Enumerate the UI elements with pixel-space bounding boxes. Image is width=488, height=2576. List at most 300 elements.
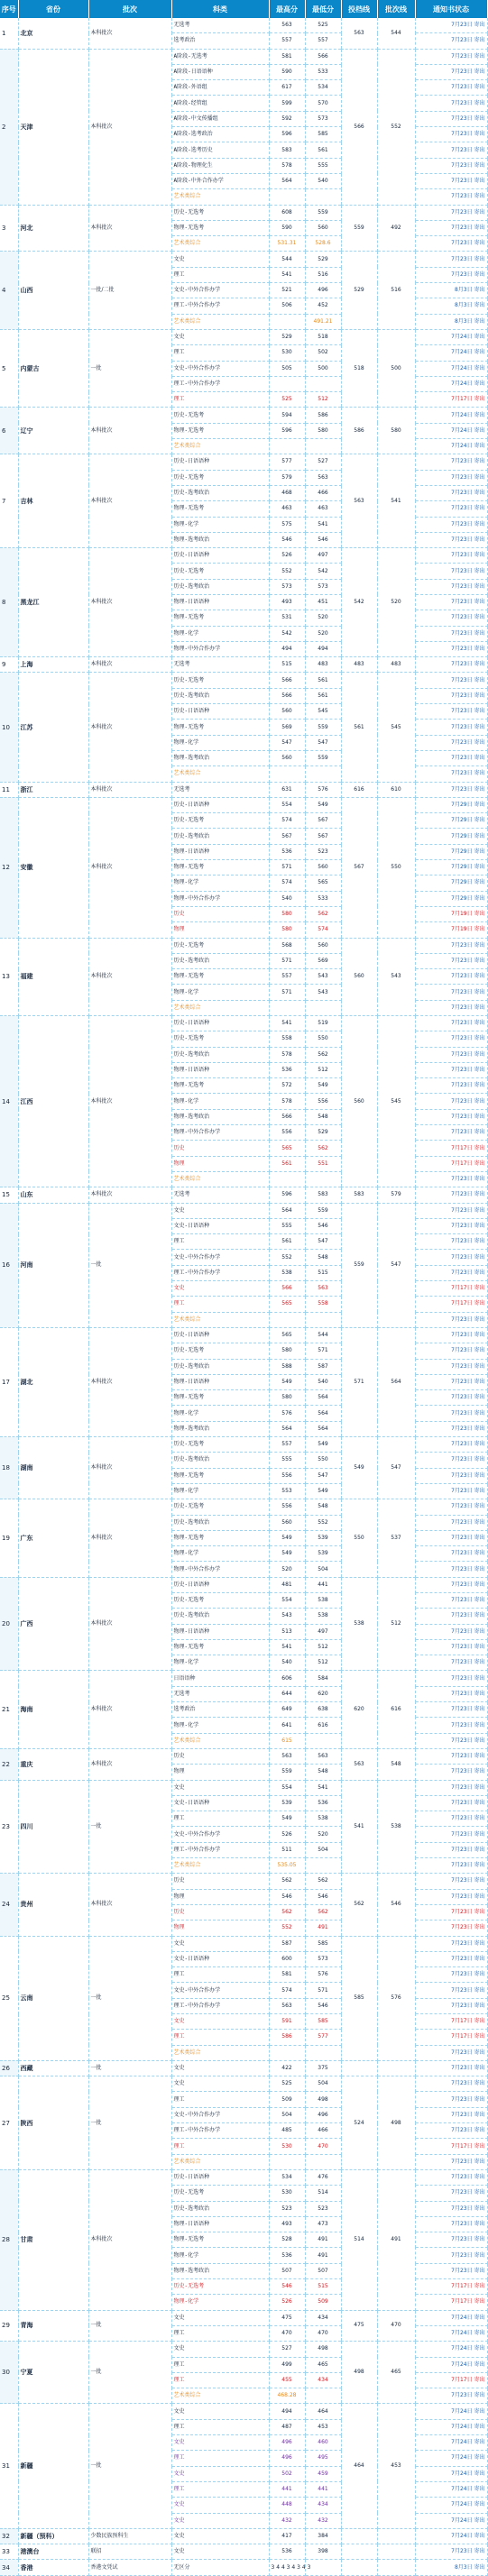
notice-date-cell: 7月23日 寄出	[415, 1031, 487, 1047]
subject-cell: A阶段-无选考	[171, 49, 269, 64]
max-score-cell: 566	[269, 673, 305, 688]
notice-date-cell: 7月23日 寄出	[415, 1577, 487, 1592]
subject-cell: 物理-无选考	[171, 720, 269, 735]
cutoff-line-cell: 563	[341, 18, 377, 49]
notice-date-cell: 7月23日 寄出	[415, 1967, 487, 1983]
min-score-cell: 384	[305, 2528, 341, 2544]
table-row	[0, 1499, 487, 1515]
max-score-cell: 499	[269, 2357, 305, 2372]
row-seq: 9	[0, 657, 18, 673]
cutoff-line-cell: 567	[341, 797, 377, 938]
subject-cell: 历史	[171, 1874, 269, 1889]
table-row	[0, 1327, 487, 1343]
max-score-cell: 596	[269, 127, 305, 142]
max-score-cell: 493	[269, 594, 305, 610]
subject-cell: 物理-化学	[171, 2248, 269, 2263]
notice-date-cell: 7月24日 寄出	[415, 2404, 487, 2419]
notice-date-cell: 7月23日 寄出	[415, 1483, 487, 1499]
notice-date-cell: 7月23日 寄出	[415, 1827, 487, 1842]
subject-cell: 历史-选考政治	[171, 2201, 269, 2216]
notice-date-cell: 7月23日 寄出	[415, 485, 487, 500]
min-score-cell: 529	[305, 252, 341, 267]
max-score-cell: 515	[269, 657, 305, 673]
province-cell: 广西	[18, 1577, 88, 1671]
table-row	[0, 1874, 487, 1889]
row-seq: 28	[0, 2169, 18, 2310]
max-score-cell: 561	[269, 1156, 305, 1171]
cutoff-line-cell	[341, 2060, 377, 2076]
subject-cell: 文史-中外合作办学	[171, 1827, 269, 1842]
min-score-cell: 466	[305, 485, 341, 500]
subject-cell: 物理	[171, 1765, 269, 1780]
min-score-cell: 585	[305, 1936, 341, 1951]
max-score-cell	[269, 1312, 305, 1327]
subject-cell: 选考政治	[171, 33, 269, 49]
notice-date-cell: 7月23日 寄出	[415, 969, 487, 985]
subject-cell: 物理-无选考	[171, 1390, 269, 1406]
min-score-cell: 561	[305, 688, 341, 703]
subject-cell: 物理-化学	[171, 1406, 269, 1421]
max-score-cell: 571	[269, 953, 305, 968]
province-cell: 山东	[18, 1187, 88, 1203]
province-cell: 北京	[18, 18, 88, 49]
notice-date-cell: 7月23日 寄出	[415, 2216, 487, 2232]
subject-cell: 文史	[171, 2342, 269, 2357]
province-cell: 青海	[18, 2310, 88, 2342]
min-score-cell: 587	[305, 1359, 341, 1374]
notice-date-cell: 7月23日 寄出	[415, 111, 487, 126]
max-score-cell	[269, 1000, 305, 1015]
table-row	[0, 673, 487, 688]
batch-line-cell: 520	[377, 548, 415, 657]
max-score-cell: 563	[269, 18, 305, 33]
subject-cell: 历史	[171, 1748, 269, 1764]
notice-date-cell: 7月23日 寄出	[415, 1515, 487, 1530]
notice-date-cell: 7月23日 寄出	[415, 1562, 487, 1577]
notice-date-cell: 7月23日 寄出	[415, 2169, 487, 2185]
table-row	[0, 2169, 487, 2185]
max-score-cell: 549	[269, 1374, 305, 1389]
max-score-cell	[269, 439, 305, 454]
max-score-cell: 586	[269, 2030, 305, 2045]
min-score-cell: 465	[305, 2357, 341, 2372]
province-cell: 香港	[18, 2560, 88, 2575]
max-score-cell: 581	[269, 1967, 305, 1983]
min-score-cell: 543	[305, 969, 341, 985]
max-score-cell: 565	[269, 1141, 305, 1156]
notice-date-cell: 7月23日 寄出	[415, 64, 487, 79]
batch-line-cell: 516	[377, 252, 415, 329]
cutoff-line-cell: 550	[341, 1499, 377, 1577]
notice-date-cell: 7月23日 寄出	[415, 579, 487, 594]
notice-date-cell: 7月23日 寄出	[415, 1125, 487, 1141]
subject-cell: 物理-化学	[171, 2295, 269, 2310]
max-score-cell: 568	[269, 938, 305, 953]
max-score-cell: 578	[269, 158, 305, 173]
max-score-cell: 487	[269, 2419, 305, 2434]
cutoff-line-cell	[341, 2528, 377, 2544]
min-score-cell: 563	[305, 1281, 341, 1297]
min-score-cell: 574	[305, 922, 341, 938]
notice-date-cell: 7月17日 寄出	[415, 1281, 487, 1297]
min-score-cell: 546	[305, 1218, 341, 1233]
batch-line-cell: 576	[377, 1936, 415, 2060]
table-row	[0, 1187, 487, 1203]
subject-cell: 无选考	[171, 1686, 269, 1701]
max-score-cell: 509	[269, 2092, 305, 2107]
notice-date-cell: 7月23日 寄出	[415, 594, 487, 610]
max-score-cell: 560	[269, 1515, 305, 1530]
min-score-cell: 495	[305, 2451, 341, 2466]
notice-date-cell: 7月23日 寄出	[415, 1000, 487, 1015]
max-score-cell: 496	[269, 2451, 305, 2466]
min-score-cell	[305, 2560, 341, 2575]
notice-date-cell: 7月23日 寄出	[415, 1842, 487, 1857]
notice-date-cell: 7月23日 寄出	[415, 750, 487, 765]
province-cell: 吉林	[18, 454, 88, 548]
min-score-cell: 547	[305, 1468, 341, 1483]
max-score-cell: 511	[269, 1842, 305, 1857]
row-seq: 20	[0, 1577, 18, 1671]
min-score-cell: 571	[305, 1343, 341, 1359]
max-score-cell: 554	[269, 1780, 305, 1795]
max-score-cell: 496	[269, 2435, 305, 2451]
min-score-cell: 491	[305, 2248, 341, 2263]
max-score-cell: 526	[269, 548, 305, 564]
max-score-cell: 556	[269, 1499, 305, 1515]
min-score-cell: 583	[305, 1187, 341, 1203]
min-score-cell: 441	[305, 1577, 341, 1592]
cutoff-line-cell: 498	[341, 2342, 377, 2404]
cutoff-line-cell: 586	[341, 408, 377, 454]
notice-date-cell: 7月23日 寄出	[415, 158, 487, 173]
min-score-cell: 616	[305, 1718, 341, 1733]
min-score-cell: 541	[305, 517, 341, 532]
col-province: 省份	[18, 0, 88, 18]
subject-cell: 文史-日语语种	[171, 1218, 269, 1233]
max-score-cell: 531	[269, 610, 305, 626]
batch-cell: 本科批次	[88, 18, 171, 49]
notice-date-cell: 7月23日 寄出	[415, 2092, 487, 2107]
notice-date-cell: 7月24日 寄出	[415, 2357, 487, 2372]
notice-date-cell: 8月3日 寄出	[415, 314, 487, 329]
max-score-cell: 547	[269, 735, 305, 750]
subject-cell: 历史-选考政治	[171, 1359, 269, 1374]
subject-cell: 艺术类综合	[171, 1312, 269, 1327]
max-score-cell: 571	[269, 985, 305, 1000]
max-score-cell: 631	[269, 782, 305, 797]
max-score-cell: 571	[269, 860, 305, 875]
notice-date-cell: 7月23日 寄出	[415, 454, 487, 470]
max-score-cell: 529	[269, 329, 305, 344]
subject-cell: 历史-选考政治	[171, 953, 269, 968]
subject-cell: 历史-无选考	[171, 564, 269, 579]
batch-line-cell: 453	[377, 2404, 415, 2528]
row-seq: 30	[0, 2342, 18, 2404]
max-score-cell: 578	[269, 1094, 305, 1109]
batch-line-cell	[377, 2544, 415, 2560]
province-cell: 上海	[18, 657, 88, 673]
subject-cell: 文史-中外合作办学	[171, 2107, 269, 2122]
max-score-cell: 567	[269, 829, 305, 844]
min-score-cell: 638	[305, 1702, 341, 1718]
batch-line-cell: 545	[377, 1016, 415, 1187]
notice-date-cell: 7月23日 寄出	[415, 2201, 487, 2216]
table-row	[0, 782, 487, 797]
batch-cell: 一批	[88, 2310, 171, 2342]
col-line-low: 批次线	[377, 0, 415, 18]
subject-cell: 物理-无选考	[171, 423, 269, 438]
subject-cell: 历史-选考政治	[171, 579, 269, 594]
max-score-cell: 562	[269, 1904, 305, 1920]
subject-cell: 历史-选考政治	[171, 1047, 269, 1062]
notice-date-cell: 7月29日 寄出	[415, 875, 487, 891]
table-row	[0, 205, 487, 220]
batch-line-cell	[377, 2060, 415, 2076]
province-cell: 湖北	[18, 1327, 88, 1436]
max-score-cell: 530	[269, 2186, 305, 2201]
max-score-cell: 580	[269, 922, 305, 938]
batch-cell: 一批	[88, 1936, 171, 2060]
subject-cell: 文史	[171, 2498, 269, 2513]
min-score-cell: 585	[305, 2014, 341, 2030]
notice-date-cell: 7月23日 寄出	[415, 985, 487, 1000]
notice-date-cell: 7月23日 寄出	[415, 173, 487, 188]
cutoff-line-cell: 566	[341, 49, 377, 205]
notice-date-cell: 7月23日 寄出	[415, 1780, 487, 1795]
batch-line-cell: 537	[377, 1499, 415, 1577]
min-score-cell: 536	[305, 1795, 341, 1811]
subject-cell: 物理-化学	[171, 875, 269, 891]
notice-date-cell: 7月23日 寄出	[415, 96, 487, 111]
min-score-cell: 564	[305, 1421, 341, 1436]
subject-cell: 历史-选考政治	[171, 1453, 269, 1468]
notice-date-cell: 7月24日 寄出	[415, 345, 487, 361]
subject-cell: 文史-中外合作办学	[171, 1983, 269, 1998]
subject-cell: 理工	[171, 1967, 269, 1983]
min-score-cell: 564	[305, 1406, 341, 1421]
table-row	[0, 1780, 487, 1795]
min-score-cell: 496	[305, 2107, 341, 2122]
min-score-cell: 540	[305, 1374, 341, 1389]
notice-date-cell: 7月23日 寄出	[415, 1203, 487, 1218]
min-score-cell: 545	[305, 704, 341, 720]
notice-date-cell: 7月23日 寄出	[415, 1795, 487, 1811]
min-score-cell: 573	[305, 1951, 341, 1966]
province-cell: 新疆	[18, 2404, 88, 2528]
min-score-cell	[305, 376, 341, 391]
max-score-cell: 563	[269, 1998, 305, 2013]
min-score-cell: 452	[305, 298, 341, 314]
min-score-cell: 538	[305, 1592, 341, 1608]
min-score-cell: 577	[305, 2030, 341, 2045]
max-score-cell: 507	[269, 2263, 305, 2278]
min-score-cell: 504	[305, 2076, 341, 2092]
batch-line-cell: 564	[377, 1327, 415, 1436]
notice-date-cell: 7月23日 寄出	[415, 2263, 487, 2278]
province-cell: 重庆	[18, 1748, 88, 1780]
notice-date-cell: 7月23日 寄出	[415, 938, 487, 953]
subject-cell: 历史-日语语种	[171, 1577, 269, 1592]
min-score-cell: 548	[305, 1250, 341, 1265]
table-row	[0, 2342, 487, 2357]
cutoff-line-cell: 475	[341, 2310, 377, 2342]
notice-date-cell: 7月23日 寄出	[415, 2186, 487, 2201]
notice-date-cell: 7月23日 寄出	[415, 1609, 487, 1624]
notice-date-cell: 7月24日 寄出	[415, 2435, 487, 2451]
notice-date-cell: 7月23日 寄出	[415, 1312, 487, 1327]
notice-date-cell: 7月29日 寄出	[415, 844, 487, 859]
table-row	[0, 657, 487, 673]
notice-date-cell: 7月23日 寄出	[415, 1047, 487, 1062]
max-score-cell: 525	[269, 2076, 305, 2092]
notice-date-cell: 7月23日 寄出	[415, 267, 487, 282]
batch-cell: 本科批次	[88, 1016, 171, 1187]
cutoff-line-cell: 585	[341, 1936, 377, 2060]
subject-cell: 物理-无选考	[171, 610, 269, 626]
batch-cell: 本科批次	[88, 1577, 171, 1671]
min-score-cell: 561	[305, 142, 341, 158]
notice-date-cell: 7月17日 寄出	[415, 2030, 487, 2045]
notice-date-cell: 7月23日 寄出	[415, 1904, 487, 1920]
min-score-cell: 512	[305, 392, 341, 408]
notice-date-cell: 7月23日 寄出	[415, 1639, 487, 1655]
subject-cell: 历史-选考政治	[171, 1515, 269, 1530]
subject-cell: 艺术类综合	[171, 2045, 269, 2060]
notice-date-cell: 7月24日 寄出	[415, 423, 487, 438]
notice-date-cell: 7月23日 寄出	[415, 2232, 487, 2248]
subject-cell: 物理-选考政治	[171, 750, 269, 765]
province-cell: 安徽	[18, 797, 88, 938]
table-row	[0, 2560, 487, 2575]
notice-date-cell: 8月3日 寄出	[415, 298, 487, 314]
min-score-cell: 432	[305, 2513, 341, 2528]
max-score-cell: 432	[269, 2513, 305, 2528]
batch-line-cell	[377, 2560, 415, 2575]
subject-cell: A阶段-日语语种	[171, 64, 269, 79]
max-score-cell: 557	[269, 1437, 305, 1453]
cutoff-line-cell: 518	[341, 329, 377, 407]
max-score-cell: 549	[269, 1811, 305, 1827]
max-score-cell: 554	[269, 1592, 305, 1608]
notice-date-cell: 7月23日 寄出	[415, 1530, 487, 1545]
min-score-cell: 509	[305, 2295, 341, 2310]
notice-date-cell: 7月23日 寄出	[415, 735, 487, 750]
max-score-cell: 564	[269, 173, 305, 188]
min-score-cell: 515	[305, 1265, 341, 1280]
col-batch: 批次	[88, 0, 171, 18]
subject-cell: 历史-日语语种	[171, 454, 269, 470]
max-score-cell: 448	[269, 2498, 305, 2513]
max-score-cell: 528	[269, 2232, 305, 2248]
max-score-cell: 422	[269, 2060, 305, 2076]
min-score-cell: 576	[305, 782, 341, 797]
min-score-cell: 500	[305, 361, 341, 376]
min-score-cell: 571	[305, 1983, 341, 1998]
max-score-cell: 475	[269, 2310, 305, 2325]
max-score-cell: 527	[269, 2342, 305, 2357]
notice-date-cell: 7月24日 寄出	[415, 2513, 487, 2528]
province-cell: 广东	[18, 1499, 88, 1577]
notice-date-cell: 7月23日 寄出	[415, 1889, 487, 1904]
notice-date-cell: 7月23日 寄出	[415, 1343, 487, 1359]
min-score-cell: 497	[305, 1624, 341, 1639]
min-score-cell: 561	[305, 673, 341, 688]
batch-line-cell: 546	[377, 1874, 415, 1936]
notice-date-cell: 7月23日 寄出	[415, 641, 487, 656]
max-score-cell: 470	[269, 2325, 305, 2341]
subject-cell: 选考政治	[171, 1702, 269, 1718]
province-cell: 云南	[18, 1936, 88, 2060]
notice-date-cell: 7月24日 寄出	[415, 329, 487, 344]
subject-cell: 历史-无选考	[171, 408, 269, 423]
row-seq: 25	[0, 1936, 18, 2060]
min-score-cell: 512	[305, 1062, 341, 1077]
table-row	[0, 1671, 487, 1686]
subject-cell: 理工	[171, 2092, 269, 2107]
cutoff-line-cell	[341, 2544, 377, 2560]
min-score-cell: 549	[305, 1437, 341, 1453]
min-score-cell: 551	[305, 1156, 341, 1171]
subject-cell: 历史-无选考	[171, 470, 269, 485]
cutoff-line-cell: 464	[341, 2404, 377, 2528]
batch-line-cell: 500	[377, 329, 415, 407]
subject-cell: 历史-无选考	[171, 1499, 269, 1515]
province-cell: 辽宁	[18, 408, 88, 454]
notice-date-cell: 7月23日 寄出	[415, 1109, 487, 1124]
min-score-cell	[305, 1858, 341, 1874]
notice-date-cell: 7月24日 寄出	[415, 408, 487, 423]
subject-cell: 物理-化学	[171, 517, 269, 532]
max-score-cell: 554	[269, 797, 305, 812]
max-score-cell: 538	[269, 1265, 305, 1280]
row-seq: 27	[0, 2076, 18, 2170]
min-score-cell: 533	[305, 891, 341, 906]
subject-cell: 文史	[171, 1203, 269, 1218]
notice-date-cell: 7月23日 寄出	[415, 1468, 487, 1483]
max-score-cell: 530	[269, 345, 305, 361]
batch-cell: 一批	[88, 2060, 171, 2076]
min-score-cell: 557	[305, 33, 341, 49]
notice-date-cell: 7月23日 寄出	[415, 657, 487, 673]
notice-date-cell: 7月23日 寄出	[415, 18, 487, 33]
subject-cell: 理工	[171, 2357, 269, 2372]
province-cell: 黑龙江	[18, 548, 88, 657]
max-score-cell: 521	[269, 283, 305, 298]
max-score-cell: 569	[269, 720, 305, 735]
notice-date-cell: 7月23日 寄出	[415, 189, 487, 205]
max-score-cell: 649	[269, 1702, 305, 1718]
notice-date-cell: 7月23日 寄出	[415, 1234, 487, 1250]
notice-date-cell: 7月23日 寄出	[415, 1702, 487, 1718]
subject-cell: 物理	[171, 922, 269, 938]
batch-line-cell: 547	[377, 1203, 415, 1327]
notice-date-cell: 7月23日 寄出	[415, 688, 487, 703]
subject-cell: 无选考	[171, 1187, 269, 1203]
min-score-cell: 533	[305, 64, 341, 79]
row-seq: 16	[0, 1203, 18, 1327]
max-score-cell: 549	[269, 1546, 305, 1562]
subject-cell: 物理-选考政治	[171, 532, 269, 547]
subject-cell: 艺术类综合	[171, 2388, 269, 2404]
subject-cell: 历史-无选考	[171, 813, 269, 829]
province-cell: 宁夏	[18, 2342, 88, 2404]
subject-cell: A阶段-物理化生	[171, 158, 269, 173]
row-seq: 26	[0, 2060, 18, 2076]
max-score-cell: 557	[269, 33, 305, 49]
max-score-cell: 558	[269, 1031, 305, 1047]
cutoff-line-cell: 541	[341, 1780, 377, 1874]
